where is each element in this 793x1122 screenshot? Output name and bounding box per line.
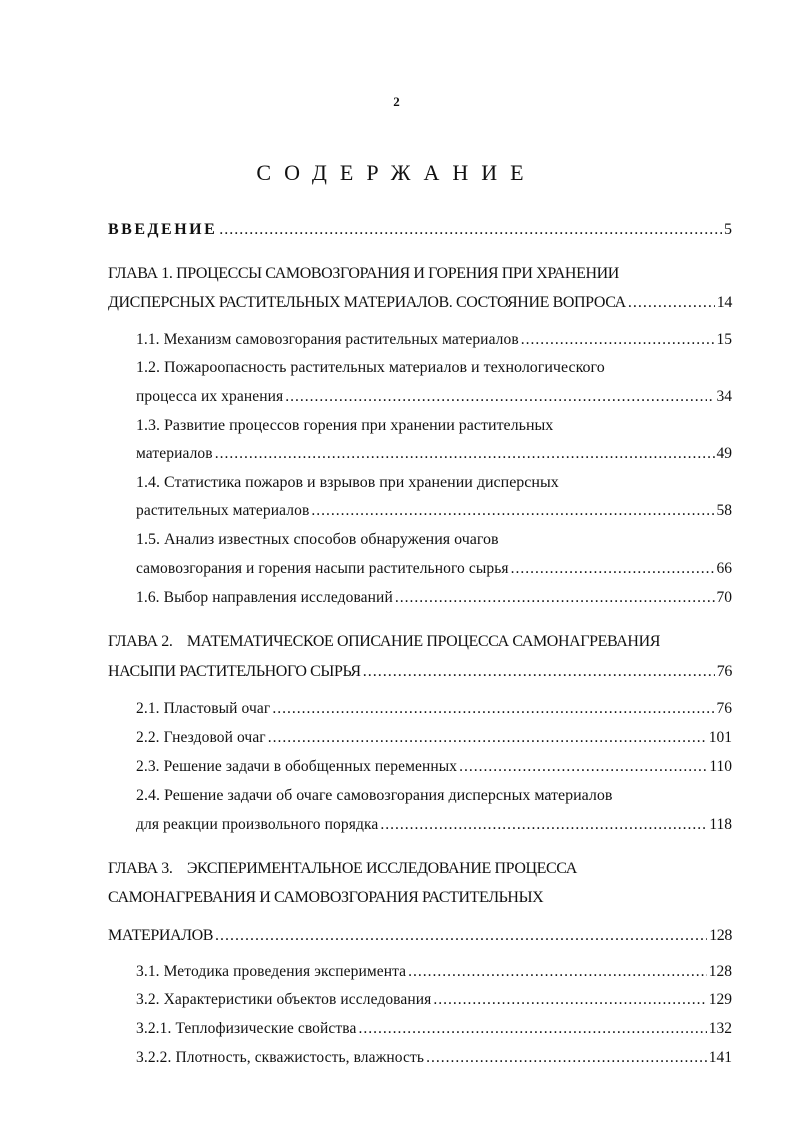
- toc-entry-title: 3.2. Характеристики объектов исследования: [136, 991, 432, 1008]
- toc-entry-2-3: [136, 757, 732, 777]
- toc-entry-3-2-1: [136, 1019, 732, 1039]
- toc-entry-3-1: [136, 962, 732, 982]
- toc-entry-title: растительных материалов: [136, 502, 310, 519]
- toc-entry-3-2: [136, 990, 732, 1010]
- dot-leader: [521, 330, 715, 350]
- toc-entry-title: ВВЕДЕНИЕ: [108, 221, 218, 238]
- toc-page-number: 101: [708, 729, 732, 746]
- toc-entry-2-2: [136, 728, 732, 748]
- toc-page-number: 49: [716, 445, 732, 462]
- toc-entry-chapter-3: [108, 926, 732, 946]
- dot-leader: [363, 662, 715, 682]
- toc-page-number: 132: [708, 1020, 732, 1037]
- chapter-3-title-line-1: ГЛАВА 3. ЭКСПЕРИМЕНТАЛЬНОЕ ИССЛЕДОВАНИЕ ПРОЦЕССА: [108, 860, 577, 877]
- toc-entry-title: 1.6. Выбор направления исследований: [136, 589, 393, 606]
- toc-page-number: 128: [708, 963, 732, 980]
- toc-entry-chapter-2: [108, 662, 732, 682]
- toc-page-number: 5: [724, 221, 732, 238]
- toc-entry-title: для реакции произвольного порядка: [136, 816, 379, 833]
- toc-entry-title: 3.2.1. Теплофизические свойства: [136, 1020, 357, 1037]
- toc-entry-title: ДИСПЕРСНЫХ РАСТИТЕЛЬНЫХ МАТЕРИАЛОВ. СОСТОЯНИЕ ВОПРОСА: [108, 294, 626, 311]
- chapter-2-title-line-1: ГЛАВА 2. МАТЕМАТИЧЕСКОЕ ОПИСАНИЕ ПРОЦЕССА САМОНАГРЕВАНИЯ: [108, 633, 660, 650]
- toc-page-number: 129: [708, 991, 732, 1008]
- toc-page-number: 141: [708, 1049, 732, 1066]
- dot-leader: [215, 444, 715, 464]
- dot-leader: [219, 220, 722, 240]
- toc-entry-title: самовозгорания и горения насыпи растительного сырья: [136, 560, 509, 577]
- dot-leader: [215, 926, 707, 946]
- toc-page-number: 14: [716, 294, 732, 311]
- toc-entry-1-3-line-1: 1.3. Развитие процессов горения при хранении растительных: [136, 417, 554, 434]
- toc-page-number: 76: [716, 663, 732, 680]
- toc-entry-1-2-line-1: 1.2. Пожароопасность растительных материалов и технологического: [136, 359, 605, 376]
- toc-entry-1-5: [136, 559, 732, 579]
- dot-leader: [511, 559, 715, 579]
- toc-entry-title: 3.1. Методика проведения эксперимента: [136, 963, 407, 980]
- toc-page-number: 118: [709, 816, 732, 833]
- dot-leader: [433, 990, 706, 1010]
- toc-entry-1-6: [136, 588, 732, 608]
- dot-leader: [285, 387, 706, 407]
- toc-page-number: 128: [709, 927, 732, 944]
- dot-leader: [459, 757, 707, 777]
- toc-entry-1-2: [136, 387, 732, 407]
- chapter-3-title-line-2: САМОНАГРЕВАНИЯ И САМОВОЗГОРАНИЯ РАСТИТЕЛЬНЫХ: [108, 889, 544, 906]
- toc-entry-title: 1.1. Механизм самовозгорания растительных материалов: [136, 331, 519, 348]
- toc-entry-title: НАСЫПИ РАСТИТЕЛЬНОГО СЫРЬЯ: [108, 663, 361, 680]
- page-number: 2: [393, 94, 400, 109]
- toc-entry-chapter-1: [108, 293, 732, 313]
- dot-leader: [272, 699, 714, 719]
- toc-entry-1-4: [136, 501, 732, 521]
- dot-leader: [408, 962, 707, 982]
- toc-entry-title: 2.2. Гнездовой очаг: [136, 729, 266, 746]
- chapter-1-title-line-1: ГЛАВА 1. ПРОЦЕССЫ САМОВОЗГОРАНИЯ И ГОРЕНИЯ ПРИ ХРАНЕНИИ: [108, 265, 619, 282]
- toc-page-number: 15: [716, 331, 732, 348]
- toc-entry-1-5-line-1: 1.5. Анализ известных способов обнаружения очагов: [136, 531, 499, 548]
- toc-page-number: . 34: [708, 388, 732, 405]
- toc-entry-1-3: [136, 444, 732, 464]
- page-title: СОДЕРЖАНИЕ: [256, 160, 537, 185]
- dot-leader: [311, 501, 714, 521]
- toc-entry-title: МАТЕРИАЛОВ: [108, 927, 214, 944]
- toc-page-number: 66: [716, 560, 732, 577]
- toc-entry-title: 2.1. Пластовый очаг: [136, 700, 271, 717]
- dot-leader: [358, 1019, 706, 1039]
- toc-entry-3-2-2: [136, 1048, 732, 1068]
- toc-page-number: 110: [709, 758, 732, 775]
- toc-page-number: 58: [716, 502, 732, 519]
- dot-leader: [628, 293, 715, 313]
- dot-leader: [395, 588, 715, 608]
- toc-entry-title: 2.3. Решение задачи в обобщенных переменных: [136, 758, 458, 775]
- toc-entry-intro: [108, 220, 732, 240]
- toc-entry-title: 3.2.2. Плотность, скважистость, влажность: [136, 1049, 425, 1066]
- toc-entry-2-4-line-1: 2.4. Решение задачи об очаге самовозгорания дисперсных материалов: [136, 787, 613, 804]
- toc-entry-2-4: [136, 815, 732, 835]
- dot-leader: [426, 1048, 707, 1068]
- dot-leader: [380, 815, 707, 835]
- toc-page-number: 76: [716, 700, 732, 717]
- toc-entry-title: процесса их хранения: [136, 388, 284, 405]
- toc-page-number: 70: [716, 589, 732, 606]
- dot-leader: [268, 728, 707, 748]
- toc-entry-2-1: [136, 699, 732, 719]
- toc-entry-1-1: [136, 330, 732, 350]
- toc-entry-title: материалов: [136, 445, 213, 462]
- toc-entry-1-4-line-1: 1.4. Статистика пожаров и взрывов при хранении дисперсных: [136, 474, 559, 491]
